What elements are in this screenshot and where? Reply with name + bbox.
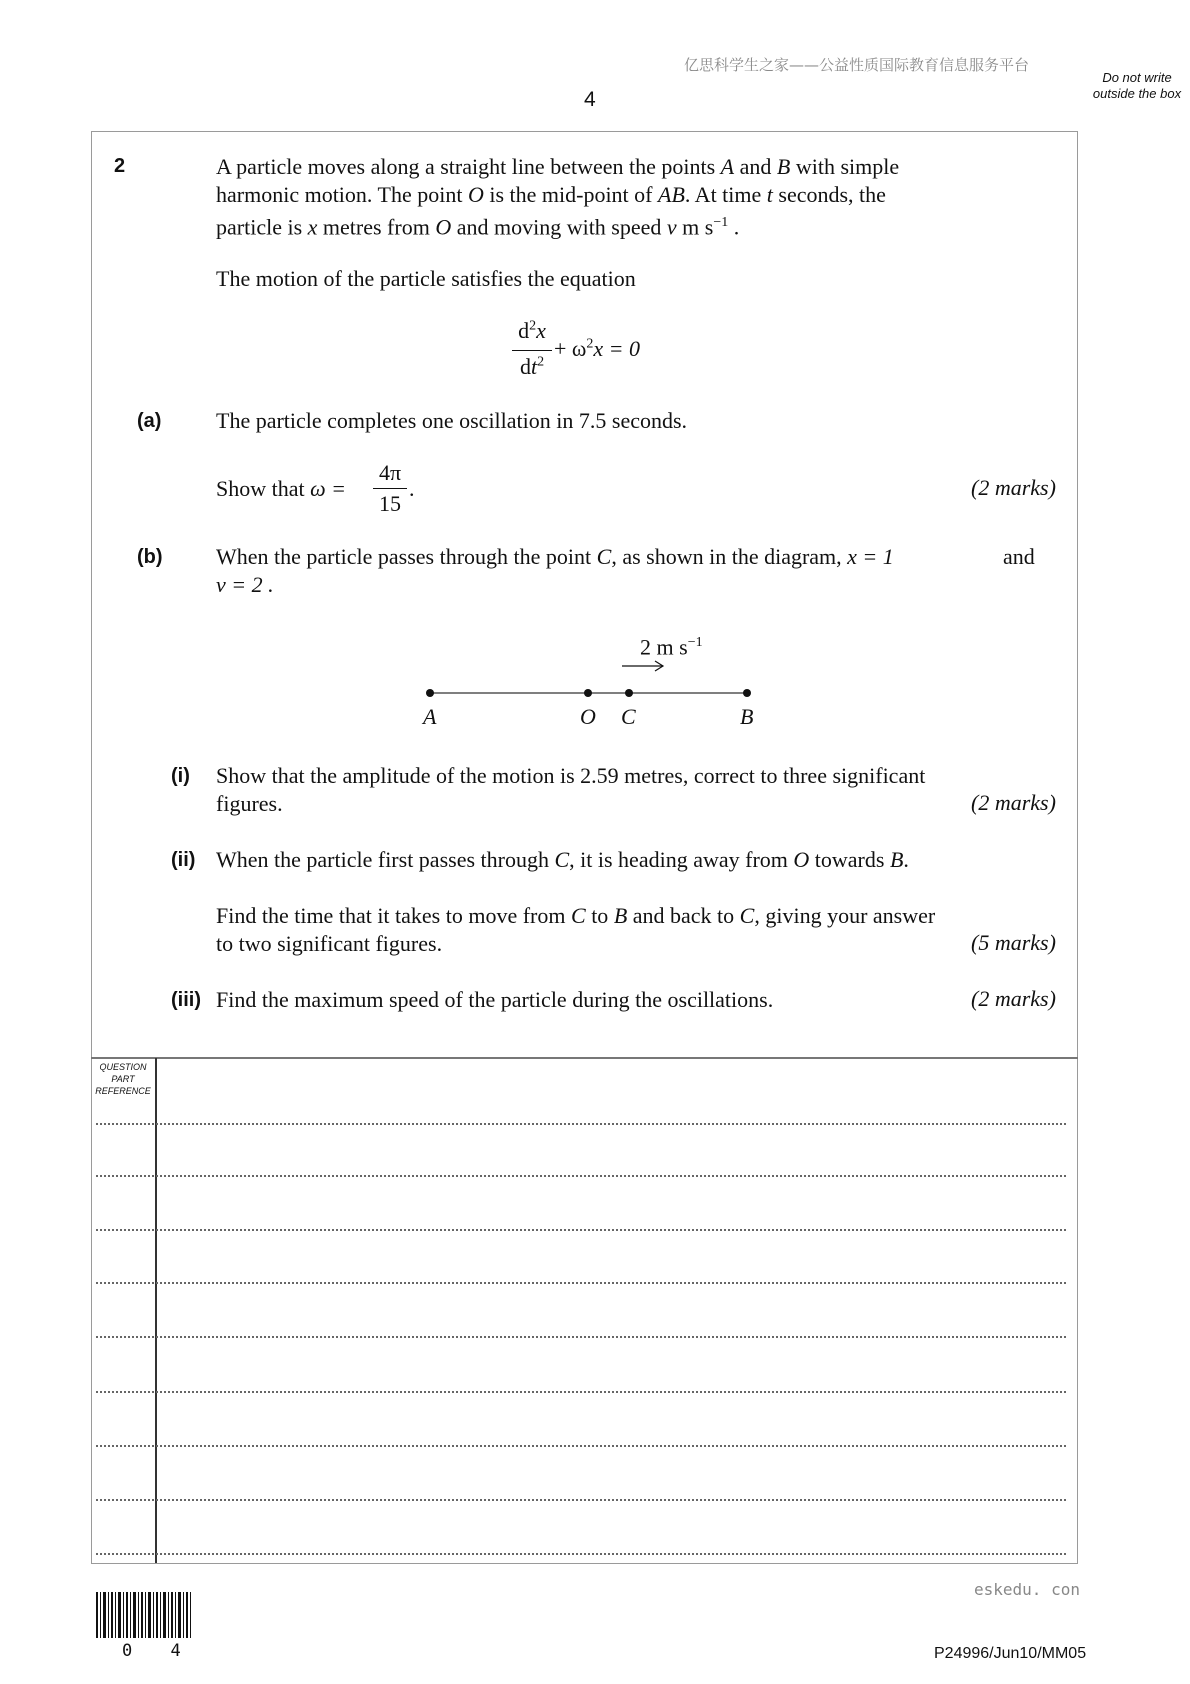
part-b-i-line-2: figures. [216,791,283,816]
paper-code: P24996/Jun10/MM05 [934,1645,1087,1662]
part-b-i-line-1: Show that the amplitude of the motion is 2.59 metres, correct to three significant [216,763,926,788]
answer-line[interactable] [96,1445,1066,1447]
site-watermark: eskedu. con [974,1580,1080,1599]
part-b-ii-marks: (5 marks) [971,930,1056,955]
answer-line[interactable] [96,1336,1066,1338]
answer-line[interactable] [96,1123,1066,1125]
point-o [584,689,592,697]
watermark-text: 亿思科学生之家——公益性质国际教育信息服务平台 [684,56,1030,74]
diagram-speed-label: 2 m $s^{-1}$ [640,634,703,660]
omega-period: . [409,476,415,501]
part-b-i-label: (i) [171,765,190,787]
reference-column-line [155,1058,157,1563]
margin-note: Do not write outside the box [1092,70,1182,101]
barcode-number: 0 4 [122,1641,195,1661]
part-b-iii-text: Find the maximum speed of the particle during the oscillations. [216,987,774,1012]
point-b [743,689,751,697]
label-point-a: A [423,704,437,729]
intro-line-2: harmonic motion. The point O is the mid-point of AB. At time t seconds, the [216,182,886,207]
part-a-label: (a) [137,410,162,432]
part-a-show-that: Show that ω = [216,476,347,501]
omega-fraction: 4π 15 [373,460,407,517]
part-b-ii-label: (ii) [171,849,196,871]
answer-line[interactable] [96,1391,1066,1393]
point-a [426,689,434,697]
question-number: 2 [114,155,126,177]
answer-area-divider [91,1057,1078,1059]
page-number: 4 [584,88,596,111]
answer-line[interactable] [96,1499,1066,1501]
part-a-marks: (2 marks) [971,475,1056,500]
part-b-ii-line-3: to two significant figures. [216,931,443,956]
part-b-iii-label: (iii) [171,989,201,1011]
answer-line[interactable] [96,1175,1066,1177]
label-point-b: B [740,704,754,729]
point-c [625,689,633,697]
part-b-label: (b) [137,546,163,568]
part-b-line-2: v = 2 . [216,572,274,597]
part-b-iii-marks: (2 marks) [971,986,1056,1011]
answer-line[interactable] [96,1282,1066,1284]
intro-line-1: A particle moves along a straight line between the points A and B with simple [216,154,900,179]
equation-intro: The motion of the particle satisfies the equation [216,266,636,291]
intro-line-3: particle is x metres from O and moving with speed v m $s^{-1}$ . [216,214,740,240]
part-b-ii-line-2: Find the time that it takes to move from C to B and back to C, giving your answer [216,903,936,928]
label-point-c: C [621,704,636,729]
part-b-and: and [1003,544,1035,569]
part-b-ii-line-1: When the particle first passes through C, it is heading away from O towards B. [216,847,909,872]
part-a-text: The particle completes one oscillation in 7.5 seconds. [216,408,688,433]
question-part-reference-label: QUESTION PART REFERENCE [95,1062,151,1096]
part-b-line-1: When the particle passes through the point C, as shown in the diagram, x = 1 [216,544,894,569]
label-point-o: O [580,704,596,729]
part-b-i-marks: (2 marks) [971,790,1056,815]
answer-line[interactable] [96,1229,1066,1231]
answer-line[interactable] [96,1553,1066,1555]
velocity-arrow [622,661,663,671]
barcode [96,1592,196,1638]
